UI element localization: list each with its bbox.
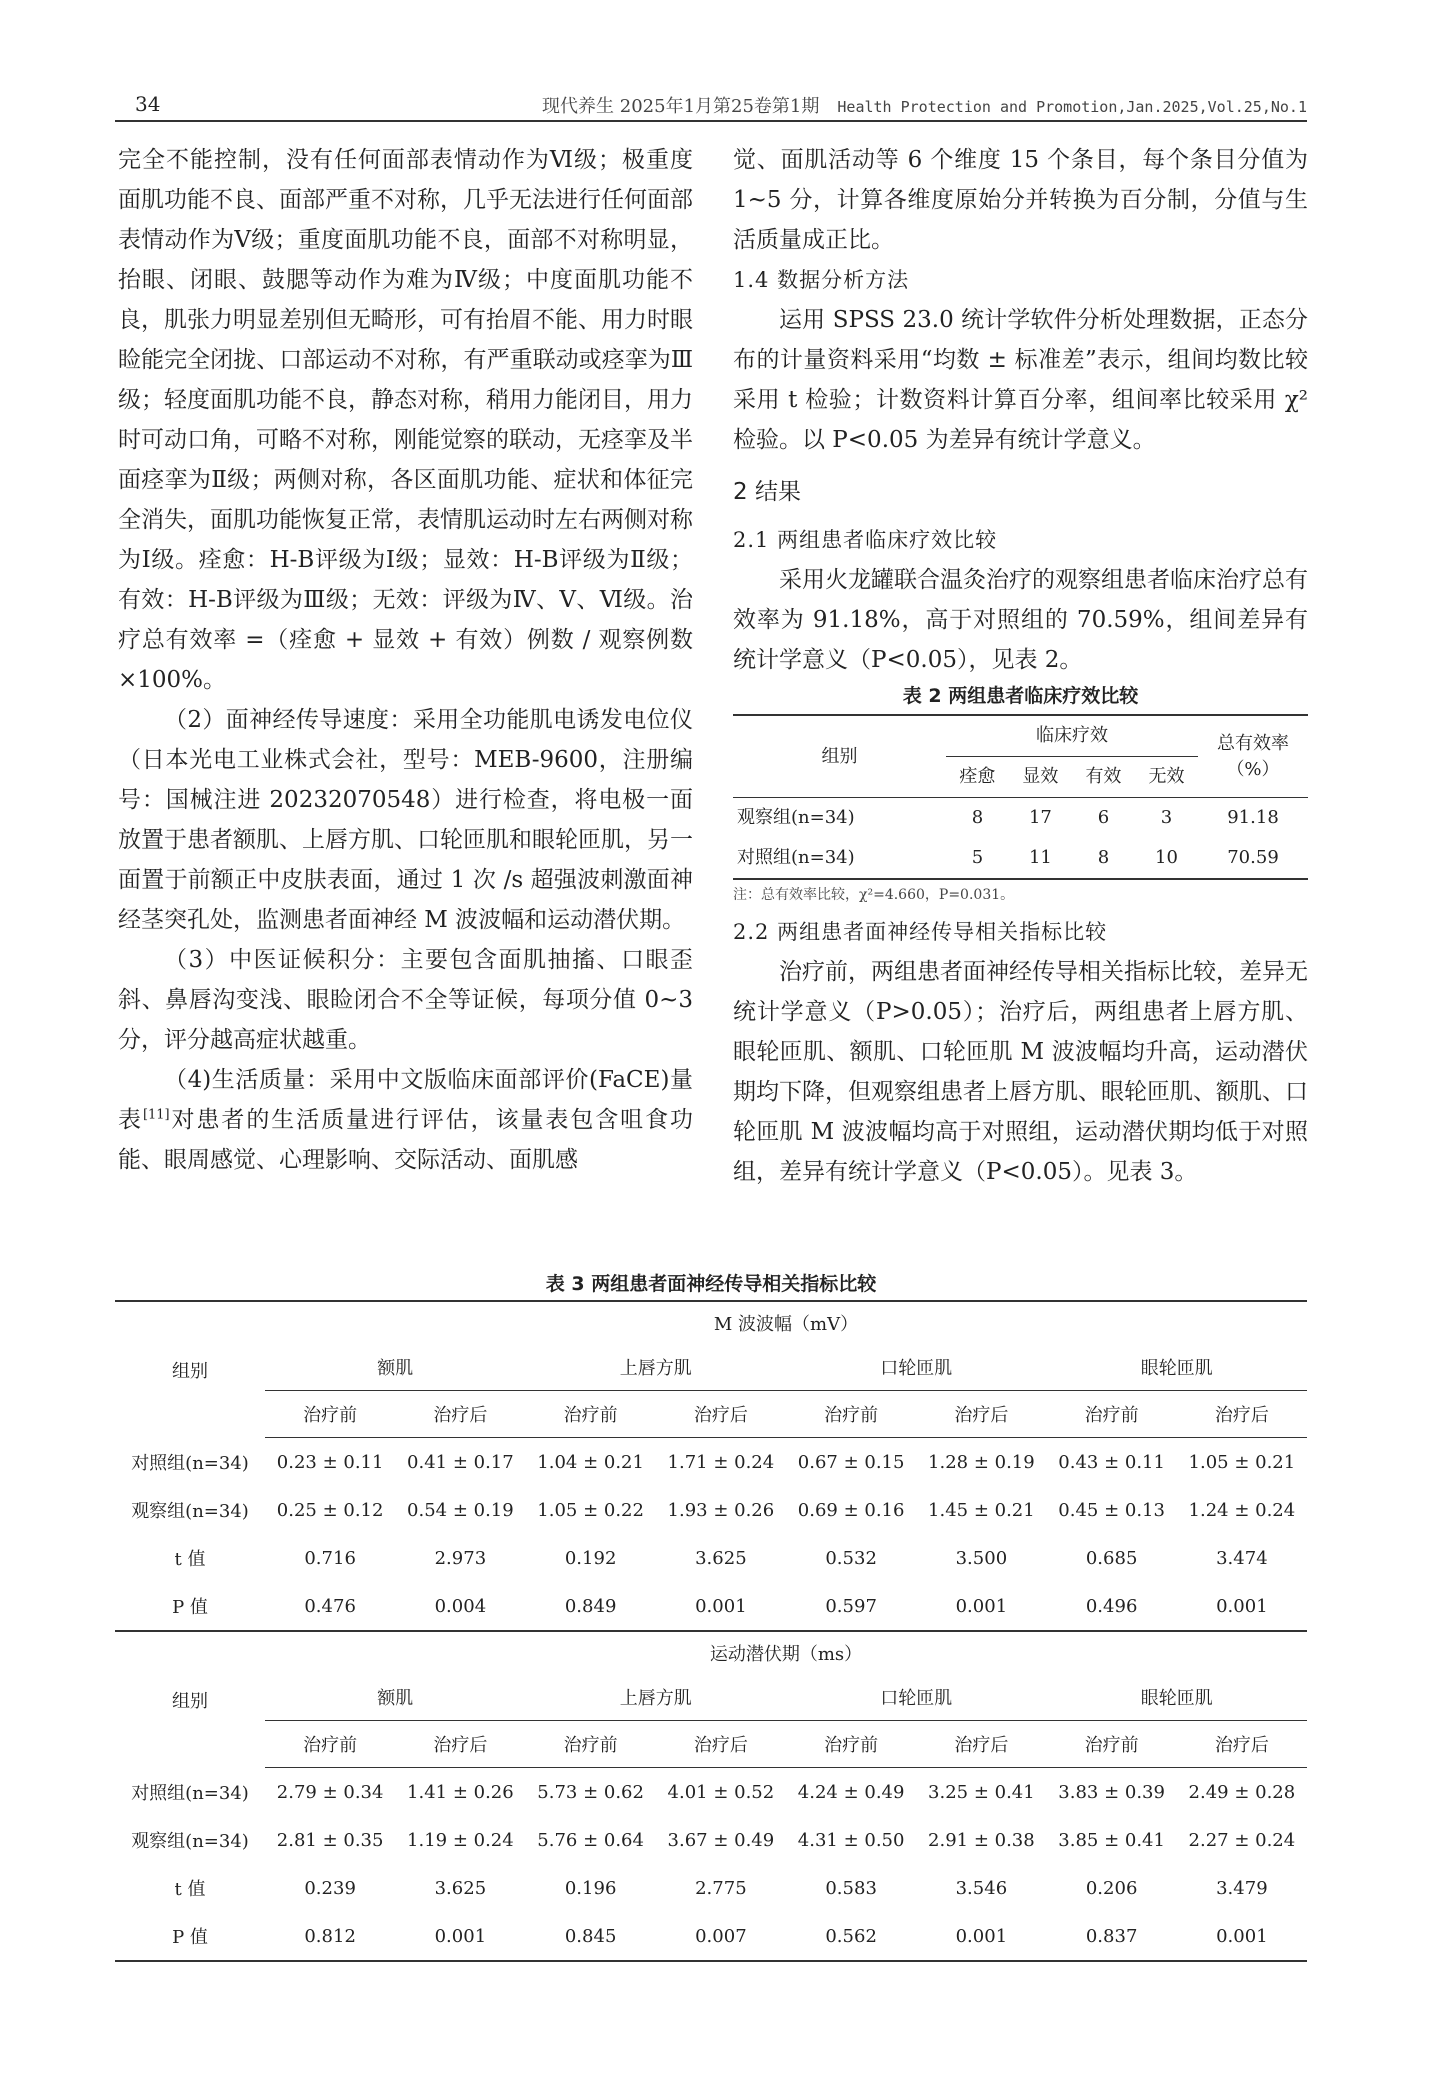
table3-phase-before: 治疗前: [526, 1391, 656, 1438]
section-2-heading: 2 结果: [733, 479, 801, 505]
table-cell: 8: [946, 798, 1009, 839]
table3-row-label: 对照组(n=34): [131, 1452, 249, 1474]
paragraph-nerve-conduction: （2）面神经传导速度：采用全功能肌电诱发电位仪（日本光电工业株式会社，型号：MEB-9600，注册编号：国械注进 20232070548）进行检查，将电极一面放置于患者额肌、上唇方肌、口轮匝肌和眼轮匝肌，另一面置于前额正中皮肤表面，通过 1 次 /s 超强波刺激面神经茎突孔处，监测患者面神经 M 波波幅和运动潜伏期。: [118, 707, 693, 933]
table-cell: 3.85 ± 0.41: [1058, 1829, 1165, 1851]
table-row: [115, 1438, 1307, 1487]
table3-col-group: 组别: [172, 1690, 208, 1712]
table-cell: 1.05 ± 0.21: [1188, 1451, 1296, 1473]
table-cell: 0.476: [265, 1582, 395, 1631]
table-cell: 5: [971, 847, 984, 868]
table-cell: 2.27 ± 0.24: [1188, 1829, 1296, 1851]
table-cell: 0.43 ± 0.11: [1058, 1451, 1165, 1473]
table3-muscle-row: [115, 1344, 1307, 1391]
table-cell: 5.76 ± 0.64: [537, 1829, 644, 1851]
table3-block2-title: 运动潜伏期（ms）: [709, 1644, 863, 1665]
table3-phase-before: 治疗前: [1047, 1721, 1177, 1768]
table-cell: 1.45 ± 0.21: [928, 1499, 1035, 1521]
table-cell: 3.500: [955, 1547, 1008, 1569]
table-cell: 1.71 ± 0.24: [667, 1451, 775, 1473]
table3-caption: 表 3 两组患者面神经传导相关指标比较: [545, 1273, 877, 1295]
table3-phase-row: [115, 1721, 1307, 1768]
table-cell: 0.812: [265, 1912, 395, 1961]
table-cell: 0.837: [1047, 1912, 1177, 1961]
journal-info: [542, 92, 1307, 118]
table3-block1-title: M 波波幅（mV）: [713, 1314, 859, 1335]
table2-col-group: 组别: [821, 745, 858, 767]
table-cell: 6: [1072, 798, 1135, 839]
table-cell: 0.001: [916, 1582, 1046, 1631]
table-cell: 3.67 ± 0.49: [667, 1829, 775, 1851]
table2-sub-effective: 有效: [1085, 766, 1122, 787]
qol-text-a: （4)生活质量：采用中文版临床面部评价(FaCE)量表: [118, 1067, 693, 1133]
table3-row-label: 对照组(n=34): [131, 1782, 249, 1804]
table3-phase-after: 治疗后: [395, 1391, 525, 1438]
table-cell: 1.24 ± 0.24: [1188, 1499, 1296, 1521]
table3-row-label: 观察组(n=34): [131, 1501, 249, 1522]
table2-caption: 表 2 两组患者临床疗效比较: [902, 685, 1139, 707]
table-cell: 3.474: [1216, 1547, 1268, 1569]
table-cell: 0.849: [526, 1582, 656, 1631]
table-cell: 3.83 ± 0.39: [1058, 1781, 1165, 1803]
table-row: [115, 1534, 1307, 1582]
table-cell: 0.45 ± 0.13: [1058, 1499, 1165, 1521]
table-cell: 1.28 ± 0.19: [928, 1451, 1035, 1473]
table-cell: 3.625: [434, 1877, 487, 1899]
table-cell: 0.54 ± 0.19: [407, 1499, 514, 1521]
paragraph-face-scale: 觉、面肌活动等 6 个维度 15 个条目，每个条目分值为 1~5 分，计算各维度原始分并转换为百分制，分值与生活质量成正比。: [733, 147, 1308, 253]
table-cell: 0.67 ± 0.15: [797, 1451, 905, 1473]
table-cell: 0.239: [304, 1877, 356, 1899]
table-cell: 0.496: [1047, 1582, 1177, 1631]
table-cell: 0.583: [825, 1877, 877, 1899]
table-cell: 3.625: [695, 1547, 747, 1569]
table3-phase-after: 治疗后: [656, 1721, 786, 1768]
table3-phase-after: 治疗后: [1177, 1391, 1307, 1438]
table-cell: 11: [1028, 847, 1052, 868]
reference-mark: [11]: [142, 1107, 170, 1123]
table-cell: 0.004: [395, 1582, 525, 1631]
table-cell: 1.93 ± 0.26: [667, 1499, 775, 1521]
table3-col-group: 组别: [172, 1360, 208, 1382]
table-cell: 2.973: [434, 1547, 487, 1569]
table-cell: 2.91 ± 0.38: [928, 1829, 1035, 1851]
table-cell: 0.69 ± 0.16: [797, 1499, 905, 1521]
table3-muscle-orbicularis-oculi: 眼轮匝肌: [1047, 1674, 1308, 1721]
table3-phase-before: 治疗前: [265, 1391, 395, 1438]
section-2-2-heading: 2.2 两组患者面神经传导相关指标比较: [733, 920, 1108, 944]
qol-text-b: 对患者的生活质量进行评估，该量表包含咀食功能、眼周感觉、心理影响、交际活动、面肌感: [118, 1107, 694, 1173]
table-cell: 0.716: [304, 1547, 356, 1569]
table-cell: 0.001: [1177, 1912, 1307, 1961]
table3-row-label: t 值: [174, 1879, 206, 1900]
table-cell: 0.41 ± 0.17: [407, 1451, 514, 1473]
table3-phase-after: 治疗后: [656, 1391, 786, 1438]
journal-cn: 现代养生 2025年1月第25卷第1期: [542, 96, 820, 117]
table-row: [733, 838, 1308, 879]
table-row: [733, 798, 1308, 839]
table-cell: 0.845: [526, 1912, 656, 1961]
table2-row-label: 对照组(n=34): [737, 847, 855, 868]
table3-muscle-frontalis: 额肌: [265, 1344, 526, 1391]
table3-phase-before: 治疗前: [526, 1721, 656, 1768]
table2-col-efficacy: 临床疗效: [946, 715, 1198, 757]
table3-block2-title-row: [115, 1631, 1307, 1674]
table3-muscle-orbicularis-oculi: 眼轮匝肌: [1047, 1344, 1308, 1391]
running-head: [115, 86, 1307, 116]
table3: [115, 1300, 1307, 1962]
table2-header-row: [733, 715, 1308, 757]
table-row: [115, 1486, 1307, 1534]
table-row: [115, 1768, 1307, 1817]
paragraph-efficacy: 采用火龙罐联合温灸治疗的观察组患者临床治疗总有效率为 91.18%，高于对照组的 70.59%，组间差异有统计学意义（P<0.05），见表 2。: [733, 567, 1308, 673]
table3-wrapper: [115, 1268, 1307, 1962]
table3-phase-before: 治疗前: [1047, 1391, 1177, 1438]
table3-row-label: P 值: [115, 1912, 265, 1961]
table-row: [115, 1816, 1307, 1864]
table-cell: 5.73 ± 0.62: [537, 1781, 644, 1803]
table3-phase-before: 治疗前: [786, 1721, 916, 1768]
table-cell: 1.05 ± 0.22: [537, 1499, 644, 1521]
table-row: [115, 1582, 1307, 1631]
table-cell: 0.001: [1177, 1582, 1307, 1631]
section-2-1-heading: 2.1 两组患者临床疗效比较: [733, 528, 998, 552]
table3-phase-before: 治疗前: [786, 1391, 916, 1438]
table-cell: 91.18: [1198, 798, 1308, 839]
table-row: [115, 1864, 1307, 1912]
table3-muscle-frontalis: 额肌: [265, 1674, 526, 1721]
paragraph-quality-of-life: [118, 1060, 693, 1180]
table2: [733, 714, 1308, 880]
left-column: [118, 140, 693, 1180]
table-cell: 0.597: [786, 1582, 916, 1631]
table-cell: 0.001: [395, 1912, 525, 1961]
table-cell: 0.685: [1085, 1547, 1138, 1569]
table-cell: 4.31 ± 0.50: [797, 1829, 905, 1851]
table2-note: 注：总有效率比较，χ²=4.660，P=0.031。: [733, 887, 1015, 903]
paragraph-nerve-results: 治疗前，两组患者面神经传导相关指标比较，差异无统计学意义（P>0.05）；治疗后，两组患者上唇方肌、眼轮匝肌、额肌、口轮匝肌 M 波波幅均升高，运动潜伏期均下降，但观察组患者上唇方肌、眼轮匝肌、额肌、口轮匝肌 M 波波幅均高于对照组，运动潜伏期均低于对照组，差异有统计学意义（P<0.05）。见表 3。: [733, 959, 1308, 1185]
table3-muscle-orbicularis-oris: 口轮匝肌: [786, 1674, 1047, 1721]
table-cell: 0.196: [564, 1877, 617, 1899]
table3-row-label: 观察组(n=34): [131, 1831, 249, 1852]
table3-block1-title-row: [115, 1301, 1307, 1344]
table3-phase-after: 治疗后: [916, 1391, 1046, 1438]
table-cell: 0.23 ± 0.11: [276, 1451, 384, 1473]
table-cell: 1.19 ± 0.24: [407, 1829, 514, 1851]
table3-muscle-orbicularis-oris: 口轮匝肌: [786, 1344, 1047, 1391]
table-cell: 0.206: [1085, 1877, 1138, 1899]
table-cell: 4.24 ± 0.49: [797, 1781, 905, 1803]
table-cell: 0.001: [656, 1582, 786, 1631]
table3-row-label: P 值: [115, 1582, 265, 1631]
table-cell: 2.79 ± 0.34: [276, 1781, 384, 1803]
table-cell: 3.479: [1216, 1877, 1268, 1899]
table-cell: 1.04 ± 0.21: [537, 1451, 644, 1473]
page-number: 34: [135, 92, 161, 116]
table3-phase-after: 治疗后: [395, 1721, 525, 1768]
table-cell: 4.01 ± 0.52: [667, 1781, 775, 1803]
section-1-4-heading: 1.4 数据分析方法: [733, 268, 910, 292]
table-cell: 70.59: [1227, 847, 1279, 868]
table-cell: 3.25 ± 0.41: [928, 1781, 1035, 1803]
journal-en: Health Protection and Promotion,Jan.2025,Vol.25,No.1: [837, 98, 1307, 116]
paragraph-statistics: 运用 SPSS 23.0 统计学软件分析处理数据，正态分布的计量资料采用“均数 ± 标准差”表示，组间均数比较采用 t 检验；计数资料计算百分率，组间率比较采用 χ² 检验。以 P<0.05 为差异有统计学意义。: [733, 307, 1308, 453]
table3-row-label: t 值: [174, 1549, 206, 1570]
table3-muscle-upper-lip: 上唇方肌: [526, 1344, 787, 1391]
table3-phase-before: 治疗前: [265, 1721, 395, 1768]
header-rule: [115, 120, 1307, 122]
table-cell: 0.192: [564, 1547, 617, 1569]
table3-phase-after: 治疗后: [916, 1721, 1046, 1768]
table-cell: 1.41 ± 0.26: [407, 1781, 514, 1803]
table-row: [115, 1912, 1307, 1961]
table2-sub-marked: 显效: [1022, 766, 1059, 787]
table2-sub-ineffective: 无效: [1148, 766, 1185, 787]
table2-sub-cured: 痊愈: [959, 766, 996, 787]
table-cell: 0.25 ± 0.12: [276, 1499, 384, 1521]
right-column: [733, 140, 1308, 1192]
table3-phase-row: [115, 1391, 1307, 1438]
table-cell: 2.81 ± 0.35: [276, 1829, 384, 1851]
table-cell: 10: [1155, 847, 1178, 868]
table-cell: 3.546: [955, 1877, 1008, 1899]
table-cell: 2.49 ± 0.28: [1188, 1781, 1296, 1803]
table-cell: 2.775: [695, 1877, 747, 1899]
table-cell: 0.007: [656, 1912, 786, 1961]
table2-row-label: 观察组(n=34): [733, 798, 946, 839]
table-cell: 0.532: [825, 1547, 877, 1569]
paragraph-tcm-score: （3）中医证候积分：主要包含面肌抽搐、口眼歪斜、鼻唇沟变浅、眼睑闭合不全等证候，每项分值 0~3 分，评分越高症状越重。: [118, 947, 693, 1053]
table-cell: 0.562: [786, 1912, 916, 1961]
table-cell: 17: [1009, 798, 1072, 839]
table3-phase-after: 治疗后: [1177, 1721, 1307, 1768]
paragraph-hb-grading: 完全不能控制，没有任何面部表情动作为Ⅵ级；极重度面肌功能不良、面部严重不对称，几乎无法进行任何面部表情动作为Ⅴ级；重度面肌功能不良，面部不对称明显，抬眼、闭眼、鼓腮等动作为难为Ⅳ级；中度面肌功能不良，肌张力明显差别但无畸形，可有抬眉不能、用力时眼睑能完全闭拢、口部运动不对称，有严重联动或痉挛为Ⅲ级；轻度面肌功能不良，静态对称，稍用力能闭目，用力时可动口角，可略不对称，刚能觉察的联动，无痉挛及半面痉挛为Ⅱ级；两侧对称，各区面肌功能、症状和体征完全消失，面肌功能恢复正常，表情肌运动时左右两侧对称为Ⅰ级。痊愈：H-B评级为Ⅰ级；显效：H-B评级为Ⅱ级；有效：H-B评级为Ⅲ级；无效：评级为Ⅳ、Ⅴ、Ⅵ级。治疗总有效率 =（痊愈 + 显效 + 有效）例数 / 观察例数 ×100%。: [118, 147, 693, 693]
table-cell: 0.001: [916, 1912, 1046, 1961]
table-cell: 3: [1135, 798, 1198, 839]
table3-muscle-row: [115, 1674, 1307, 1721]
table-cell: 8: [1097, 847, 1110, 868]
table3-muscle-upper-lip: 上唇方肌: [526, 1674, 787, 1721]
table2-col-total: 总有效率（%）: [1217, 732, 1289, 780]
